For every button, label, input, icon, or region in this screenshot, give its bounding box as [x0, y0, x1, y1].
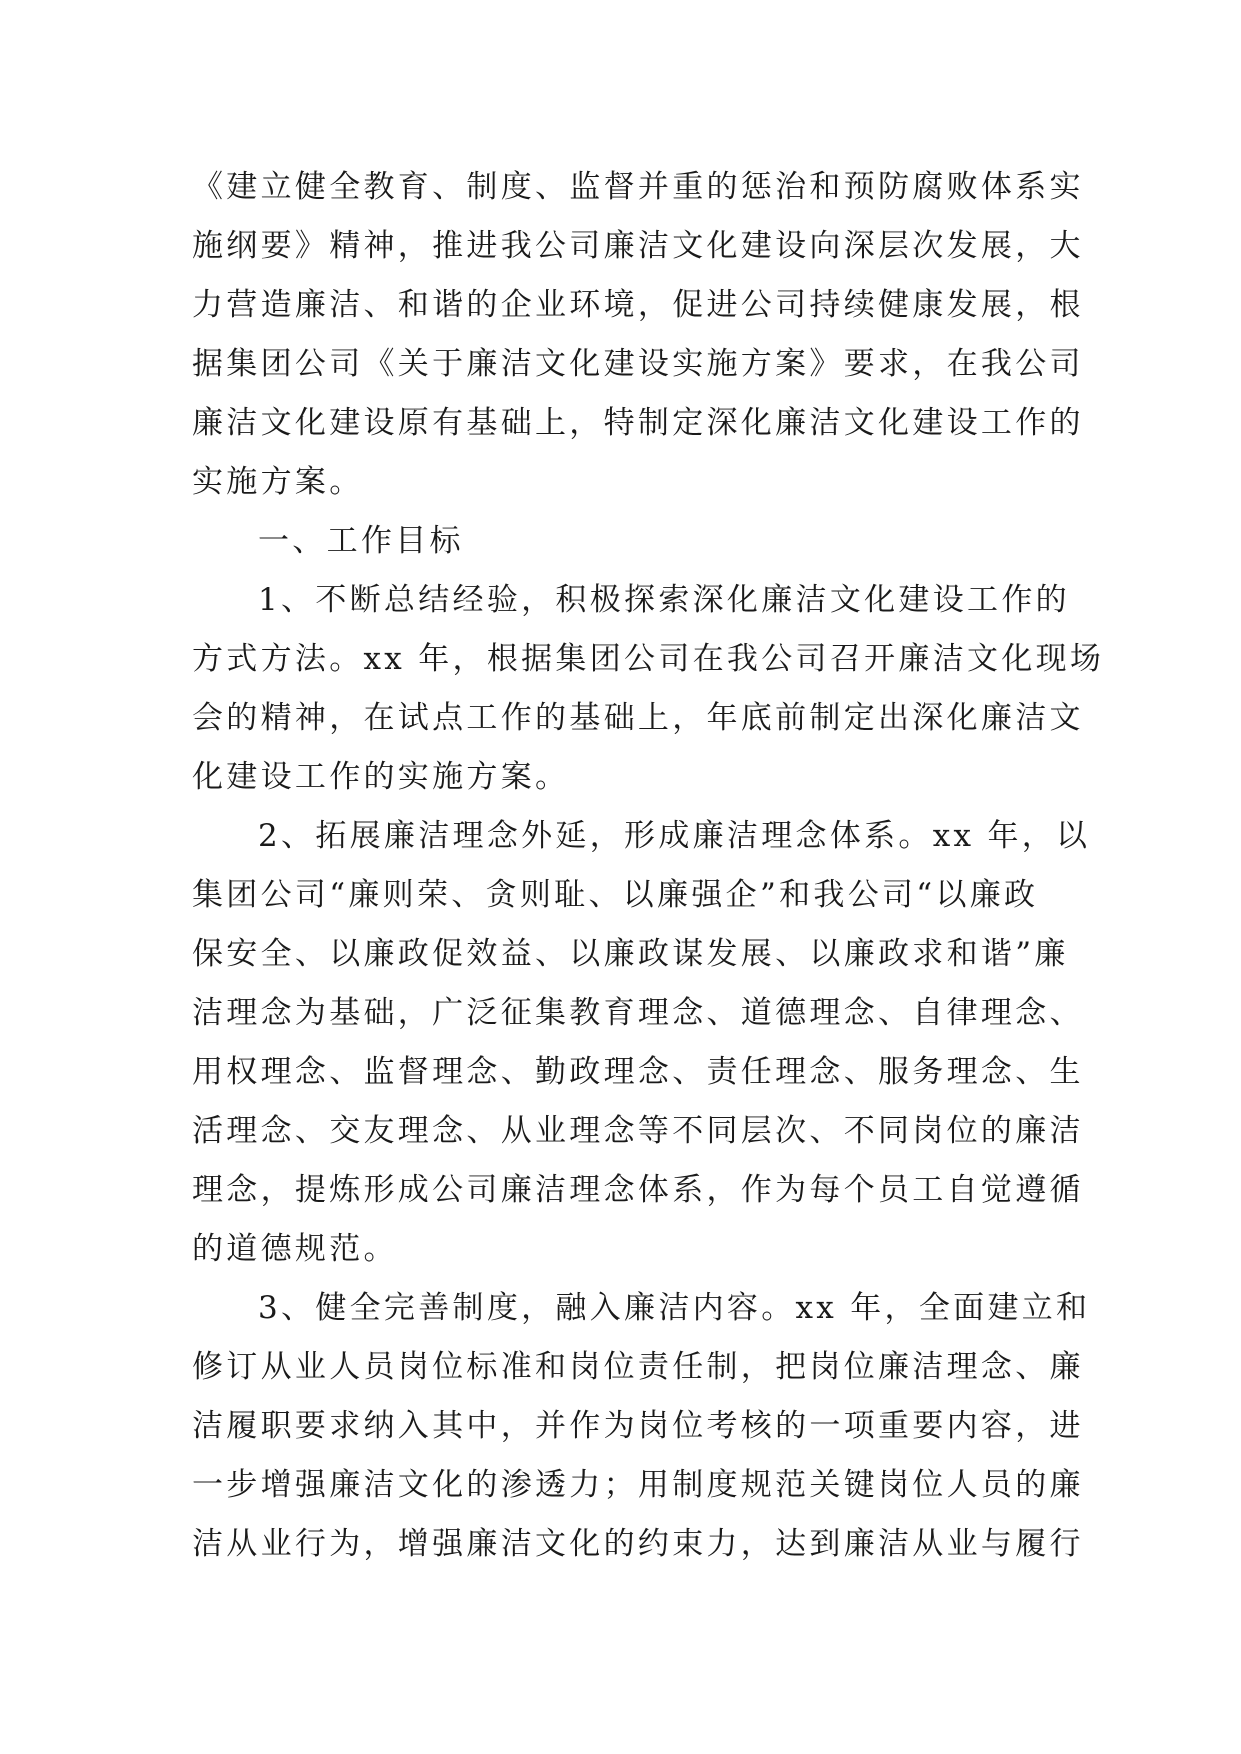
body-line: 洁从业行为，增强廉洁文化的约束力，达到廉洁从业与履行 — [192, 1526, 1084, 1562]
section-heading: 一、工作目标 — [258, 523, 464, 559]
body-line: 3、健全完善制度，融入廉洁内容。xx 年，全面建立和 — [258, 1290, 1091, 1326]
body-line: 修订从业人员岗位标准和岗位责任制，把岗位廉洁理念、廉 — [192, 1349, 1084, 1385]
body-line: 2、拓展廉洁理念外延，形成廉洁理念体系。xx 年，以 — [258, 818, 1091, 854]
body-line: 施纲要》精神，推进我公司廉洁文化建设向深层次发展，大 — [192, 228, 1084, 264]
body-line: 据集团公司《关于廉洁文化建设实施方案》要求，在我公司 — [192, 346, 1084, 382]
body-line: 的道德规范。 — [192, 1231, 398, 1267]
body-line: 力营造廉洁、和谐的企业环境，促进公司持续健康发展，根 — [192, 287, 1084, 323]
body-line: 洁理念为基础，广泛征集教育理念、道德理念、自律理念、 — [192, 995, 1084, 1031]
body-line: 洁履职要求纳入其中，并作为岗位考核的一项重要内容，进 — [192, 1408, 1084, 1444]
body-line: 用权理念、监督理念、勤政理念、责任理念、服务理念、生 — [192, 1054, 1084, 1090]
body-line: 《建立健全教育、制度、监督并重的惩治和预防腐败体系实 — [192, 169, 1084, 205]
body-line: 会的精神，在试点工作的基础上，年底前制定出深化廉洁文 — [192, 700, 1084, 736]
body-line: 保安全、以廉政促效益、以廉政谋发展、以廉政求和谐”廉 — [192, 936, 1069, 972]
body-line: 活理念、交友理念、从业理念等不同层次、不同岗位的廉洁 — [192, 1113, 1084, 1149]
body-line: 理念，提炼形成公司廉洁理念体系，作为每个员工自觉遵循 — [192, 1172, 1084, 1208]
body-line: 集团公司“廉则荣、贪则耻、以廉强企”和我公司“以廉政 — [192, 877, 1039, 913]
body-line: 实施方案。 — [192, 464, 364, 500]
body-line: 化建设工作的实施方案。 — [192, 759, 570, 795]
body-line: 廉洁文化建设原有基础上，特制定深化廉洁文化建设工作的 — [192, 405, 1084, 441]
document-body — [192, 158, 1105, 1574]
body-line: 一步增强廉洁文化的渗透力；用制度规范关键岗位人员的廉 — [192, 1467, 1084, 1503]
body-line: 1、不断总结经验，积极探索深化廉洁文化建设工作的 — [258, 582, 1070, 618]
body-line: 方式方法。xx 年，根据集团公司在我公司召开廉洁文化现场 — [192, 641, 1105, 677]
